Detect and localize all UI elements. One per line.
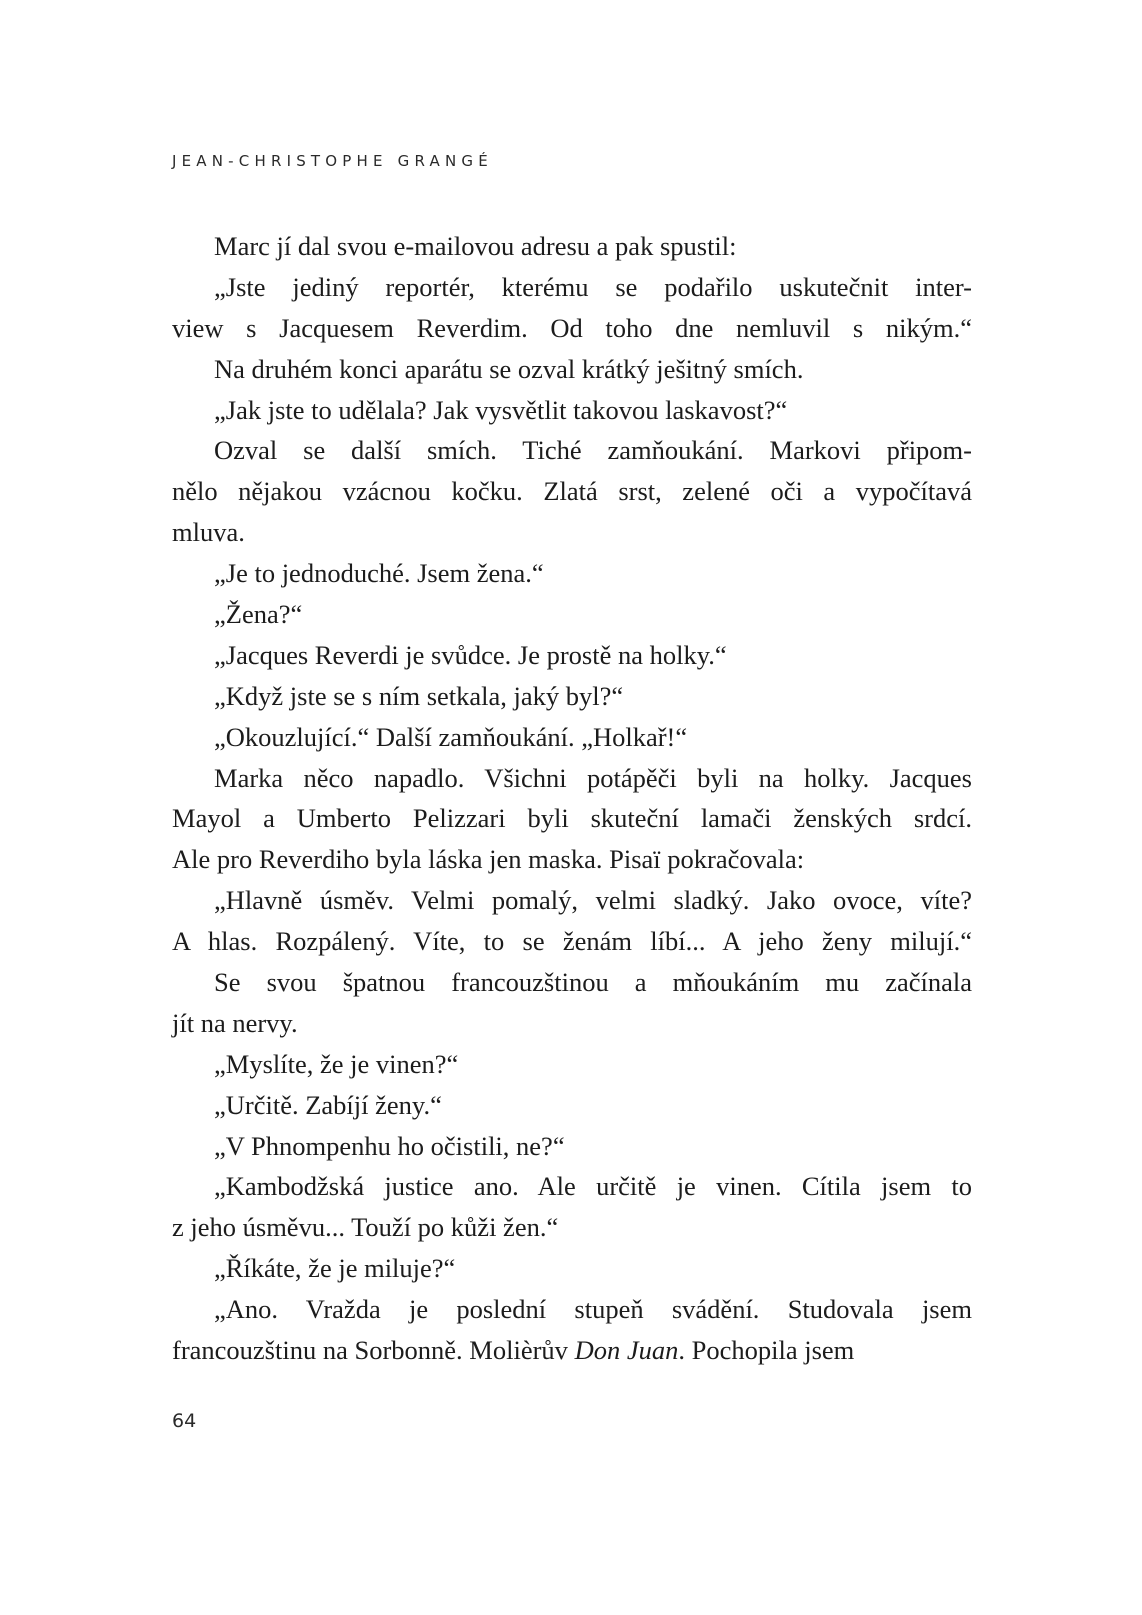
text-line: jít na nervy. (172, 1007, 298, 1038)
page-number: 64 (172, 1410, 197, 1432)
text-line: Mayol a Umberto Pelizzari byli skuteční lamači ženských srdcí. (172, 803, 972, 834)
text-line: Na druhém konci aparátu se ozval krátký ješitný smích. (214, 353, 804, 384)
text-line: „Žena?“ (214, 599, 303, 630)
text-line: nělo nějakou vzácnou kočku. Zlatá srst, zelené oči a vypočítavá (172, 476, 972, 507)
text-line: „Ano. Vražda je poslední stupeň svádění. Studovala jsem (214, 1294, 972, 1325)
text-line: Ale pro Reverdiho byla láska jen maska. Pisaï pokračovala: (172, 844, 805, 875)
text-segment: . Pochopila jsem (678, 1335, 855, 1366)
text-line: „Jacques Reverdi je svůdce. Je prostě na holky.“ (214, 639, 727, 670)
text-line: „Jste jediný reportér, kterému se podařilo uskutečnit inter- (214, 271, 972, 302)
text-line-last (172, 1330, 972, 1371)
text-line: „Jak jste to udělala? Jak vysvětlit takovou laskavost?“ (214, 394, 788, 425)
text-line: z jeho úsměvu... Touží po kůži žen.“ (172, 1212, 559, 1243)
text-line: Marc jí dal svou e-mailovou adresu a pak spustil: (214, 231, 737, 261)
text-line: „Je to jednoduché. Jsem žena.“ (214, 558, 544, 589)
text-line: „Určitě. Zabíjí ženy.“ (214, 1089, 442, 1120)
text-line: „Říkáte, že je miluje?“ (214, 1253, 456, 1284)
italic-title: Don Juan (574, 1335, 679, 1366)
text-line: A hlas. Rozpálený. Víte, to se ženám líbí... A jeho ženy milují.“ (172, 926, 972, 957)
running-head: JEAN-CHRISTOPHE GRANGÉ (172, 152, 493, 170)
text-line: „Myslíte, že je vinen?“ (214, 1048, 459, 1079)
text-segment: francouzštinu na Sorbonně. Molièrův (172, 1335, 575, 1366)
body-text (172, 226, 972, 1371)
text-line: mluva. (172, 517, 245, 548)
text-line: view s Jacquesem Reverdim. Od toho dne nemluvil s nikým.“ (172, 312, 972, 343)
text-line: „Kambodžská justice ano. Ale určitě je vinen. Cítila jsem to (214, 1171, 972, 1202)
text-line: „V Phnompenhu ho očistili, ne?“ (214, 1130, 565, 1161)
text-line: „Okouzlující.“ Další zamňoukání. „Holkař!“ (214, 721, 688, 752)
text-line: „Když jste se s ním setkala, jaký byl?“ (214, 680, 624, 711)
text-line: „Hlavně úsměv. Velmi pomalý, velmi sladký. Jako ovoce, víte? (214, 885, 972, 916)
text-line: Se svou špatnou francouzštinou a mňoukáním mu začínala (214, 967, 972, 998)
text-line: Ozval se další smích. Tiché zamňoukání. Markovi připom- (214, 435, 972, 466)
text-line: Marka něco napadlo. Všichni potápěči byli na holky. Jacques (214, 762, 972, 793)
